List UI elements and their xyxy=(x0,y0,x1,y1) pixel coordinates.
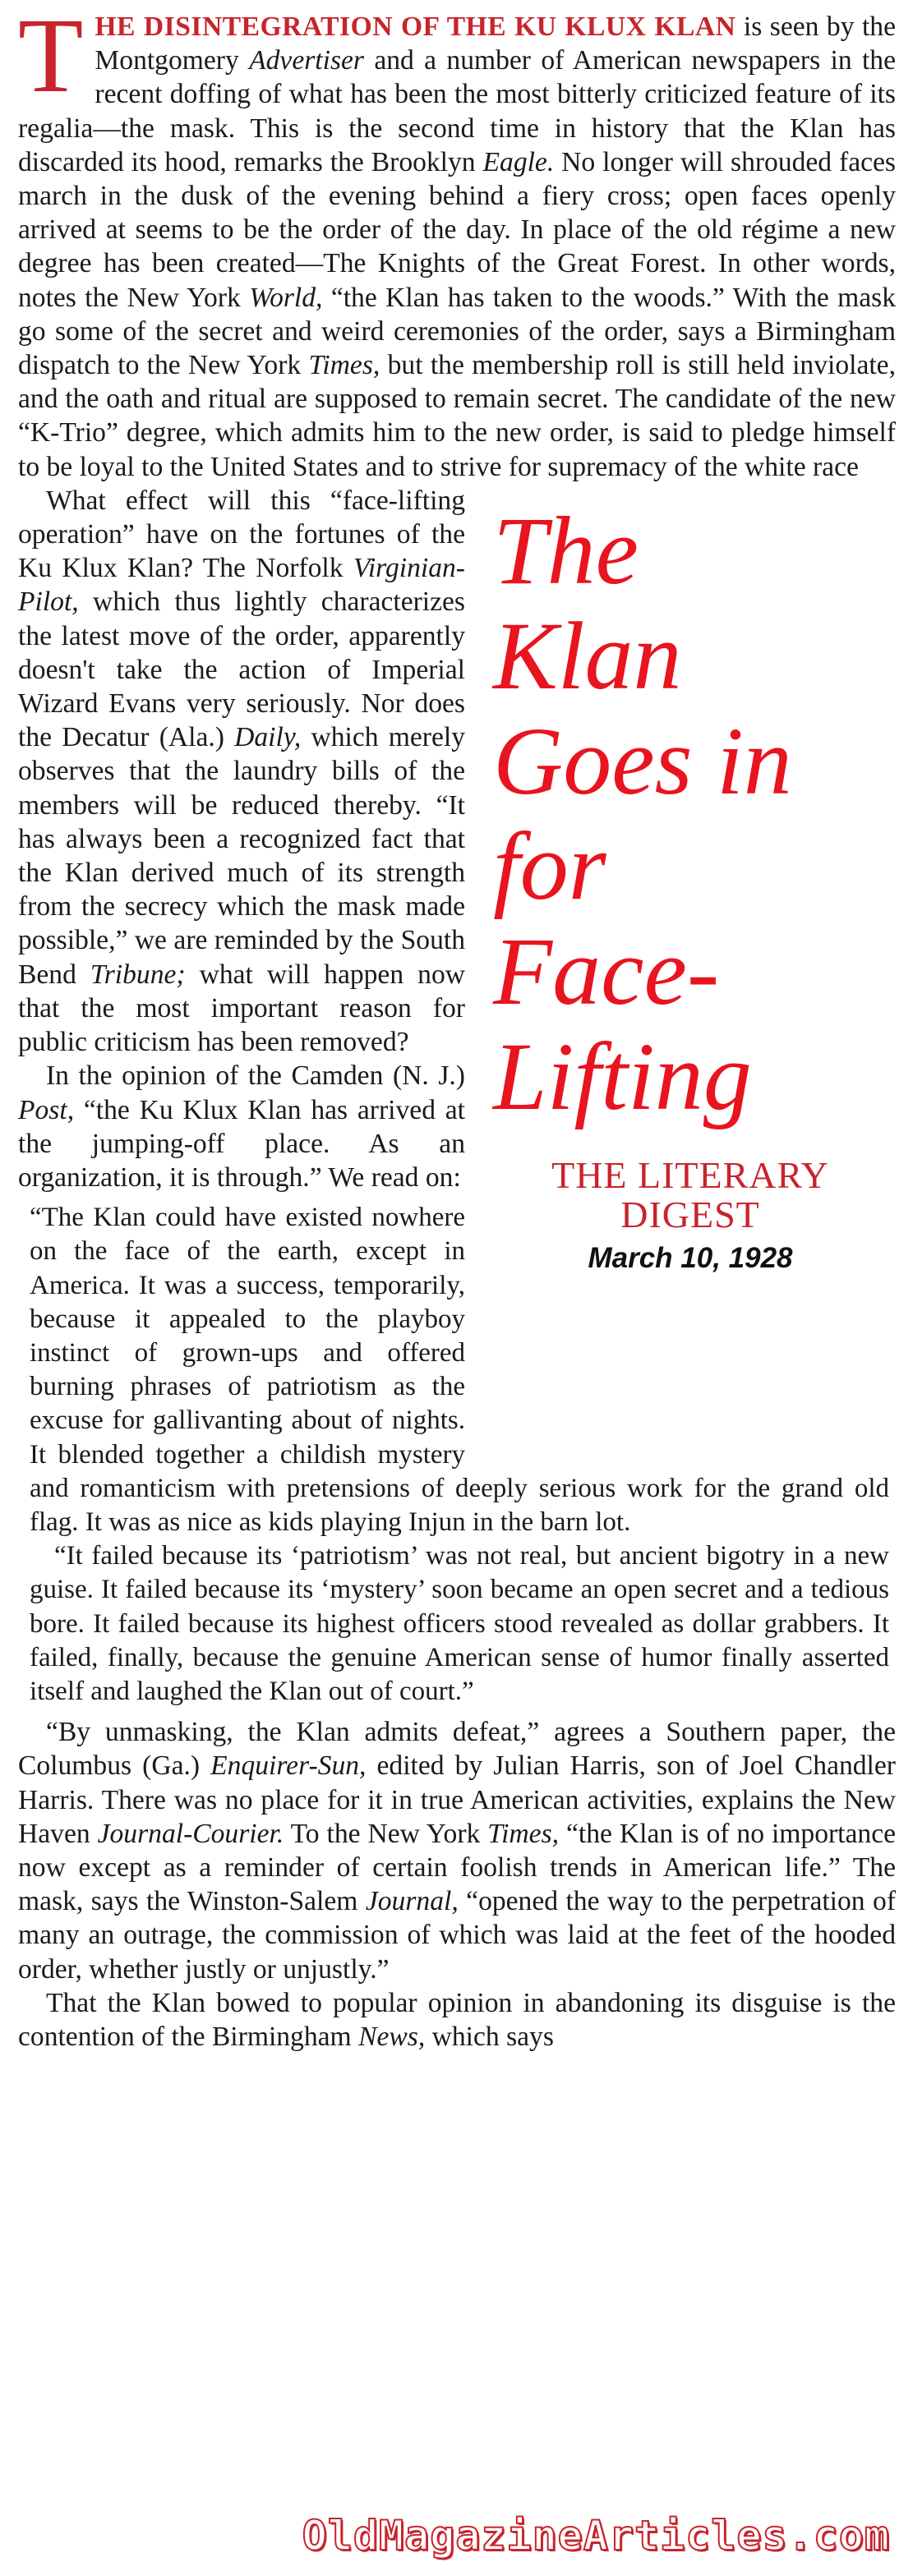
title-line: Klan xyxy=(493,601,682,710)
site-footer xyxy=(0,2497,913,2576)
quote-paragraph-1: “The Klan could have existed nowhere on the face of the earth, except in America. It was a success, temporarily, because it appealed to the playboy instinct of grown-ups and offered burning phrases of patriotism as the excuse for gallivanting about of nights. It blended together a childish mystery and romanticism with pretensions of deeply serious work for the grand old flag. It was as nice as kids playing Injun in the barn lot. xyxy=(30,1203,889,1537)
publication-ref: Times, xyxy=(308,350,380,381)
text-run: what will happen now that the most important reason for public criticism has been removed? xyxy=(18,959,465,1058)
title-line: for xyxy=(493,812,606,920)
publication-ref: Times, xyxy=(487,1818,560,1849)
title-line: The xyxy=(493,496,639,605)
publication-ref: Journal-Courier. xyxy=(97,1818,284,1849)
text-run: To the New York xyxy=(284,1818,488,1849)
site-watermark[interactable]: OldMagazineArticles.com xyxy=(302,2512,890,2560)
text-run: which thus lightly characterizes the latest move of the order, apparently doesn't take the action of Imperial Wizard Evans very seriously. Nor does the Decatur (Ala.) xyxy=(18,586,465,753)
text-run: What effect will this “face-lifting operation” have on the fortunes of the Ku Klux Klan? The Norfolk xyxy=(18,485,465,584)
publication-name xyxy=(485,1153,896,1235)
publication-date: March 10, 1928 xyxy=(588,1241,793,1274)
publication-ref: Virginian-Pilot, xyxy=(18,553,465,618)
article-title xyxy=(485,496,896,1130)
publication-ref: World, xyxy=(249,282,323,313)
text-run: which merely observes that the laundry bills of the members will be reduced thereby. “It has always been a recognized fact that the Klan derived much of its strength from the secrecy which the mask made possible,” we are reminded by the South Bend xyxy=(18,722,465,990)
publication-ref: News, xyxy=(358,2021,426,2052)
text-run: but the membership roll is still held inviolate, and the oath and ritual are supposed to remain secret. The candidate of the new “K-Trio” degree, which admits him to the new order, is said to pledge himself to be loyal to the United States and to strive for supremacy of the white race xyxy=(18,350,896,482)
paragraph-4 xyxy=(18,1715,896,1986)
title-line: Goes in xyxy=(493,706,792,815)
publication-ref: Enquirer-Sun, xyxy=(210,1750,367,1782)
article-body-continued xyxy=(18,484,896,2054)
text-run: “the Ku Klux Klan has arrived at the jumping-off place. As an organization, it is through.” We read on: xyxy=(18,1094,465,1193)
drop-cap: T xyxy=(18,0,84,115)
text-run: In the opinion of the Camden (N. J.) xyxy=(46,1060,465,1092)
text-run: No longer will shrouded faces march in the dusk of the evening behind a fiery cross; open faces openly arrived at seems to be the order of the day. In place of the old régime a new degree has been created—The Knights of the Great Forest. In other words, notes the New York xyxy=(18,146,896,313)
article-body xyxy=(18,0,897,484)
title-line: Lifting xyxy=(493,1022,752,1130)
paragraph-1 xyxy=(18,0,897,484)
publication-ref: Post, xyxy=(18,1094,75,1125)
text-run: “the Klan has taken to the woods.” With the mask go some of the secret and weird ceremonies of the order, says a Birmingham dispatch to the New York xyxy=(18,282,897,381)
text-run: edited by Julian Harris, son of Joel Chandler Harris. There was no place for it in true American activities, explains the New Haven xyxy=(18,1750,896,1849)
text-run: That the Klan bowed to popular opinion in abandoning its disguise is the contention of the Birmingham xyxy=(18,1987,896,2052)
publication-ref: Daily, xyxy=(234,722,302,753)
text-run: is seen by the Montgomery xyxy=(95,12,897,76)
publication-line: DIGEST xyxy=(620,1193,760,1235)
text-run: “opened the way to the perpetration of many an outrage, the commission of which was laid at the feet of the hooded order, whether justly or unjustly.” xyxy=(18,1886,896,1985)
article-headline: HE DISINTEGRATION OF THE KU KLUX KLAN xyxy=(95,12,736,42)
quote-paragraph-2: “It failed because its ‘patriotism’ was not real, but ancient bigotry in a new guise. It failed because its ‘mystery’ soon became an open secret and a tedious bore. It failed because its highest officers stood revealed as dollar grabbers. It failed, finally, because the genuine American sense of humor finally asserted itself and laughed the Klan out of court.” xyxy=(30,1541,889,1706)
article-page xyxy=(18,0,897,2576)
title-block xyxy=(485,484,896,1461)
paragraph-5 xyxy=(18,1986,896,2054)
paragraph-1-text xyxy=(18,0,897,482)
publication-ref: Journal, xyxy=(365,1886,459,1917)
publication-ref: Advertiser xyxy=(249,45,364,76)
text-run: which says xyxy=(425,2021,554,2052)
publication-ref: Tribune; xyxy=(90,959,186,990)
text-run: “the Klan is of no importance now except as a reminder of certain foolish trends in American life.” The mask, says the Winston-Salem xyxy=(18,1818,896,1917)
text-run: “By unmasking, the Klan admits defeat,” agrees a Southern paper, the Columbus (Ga.) xyxy=(18,1717,896,1782)
publication-ref: Eagle. xyxy=(482,146,555,177)
opening-section xyxy=(18,0,897,484)
text-run: and a number of American newspapers in the recent doffing of what has been the most bitterly criticized feature of its regalia—the mask. This is the second time in history that the Klan has discarded its hood, remarks the Brooklyn xyxy=(18,45,896,177)
publication-line: THE LITERARY xyxy=(551,1153,829,1196)
title-line: Face- xyxy=(493,917,720,1025)
